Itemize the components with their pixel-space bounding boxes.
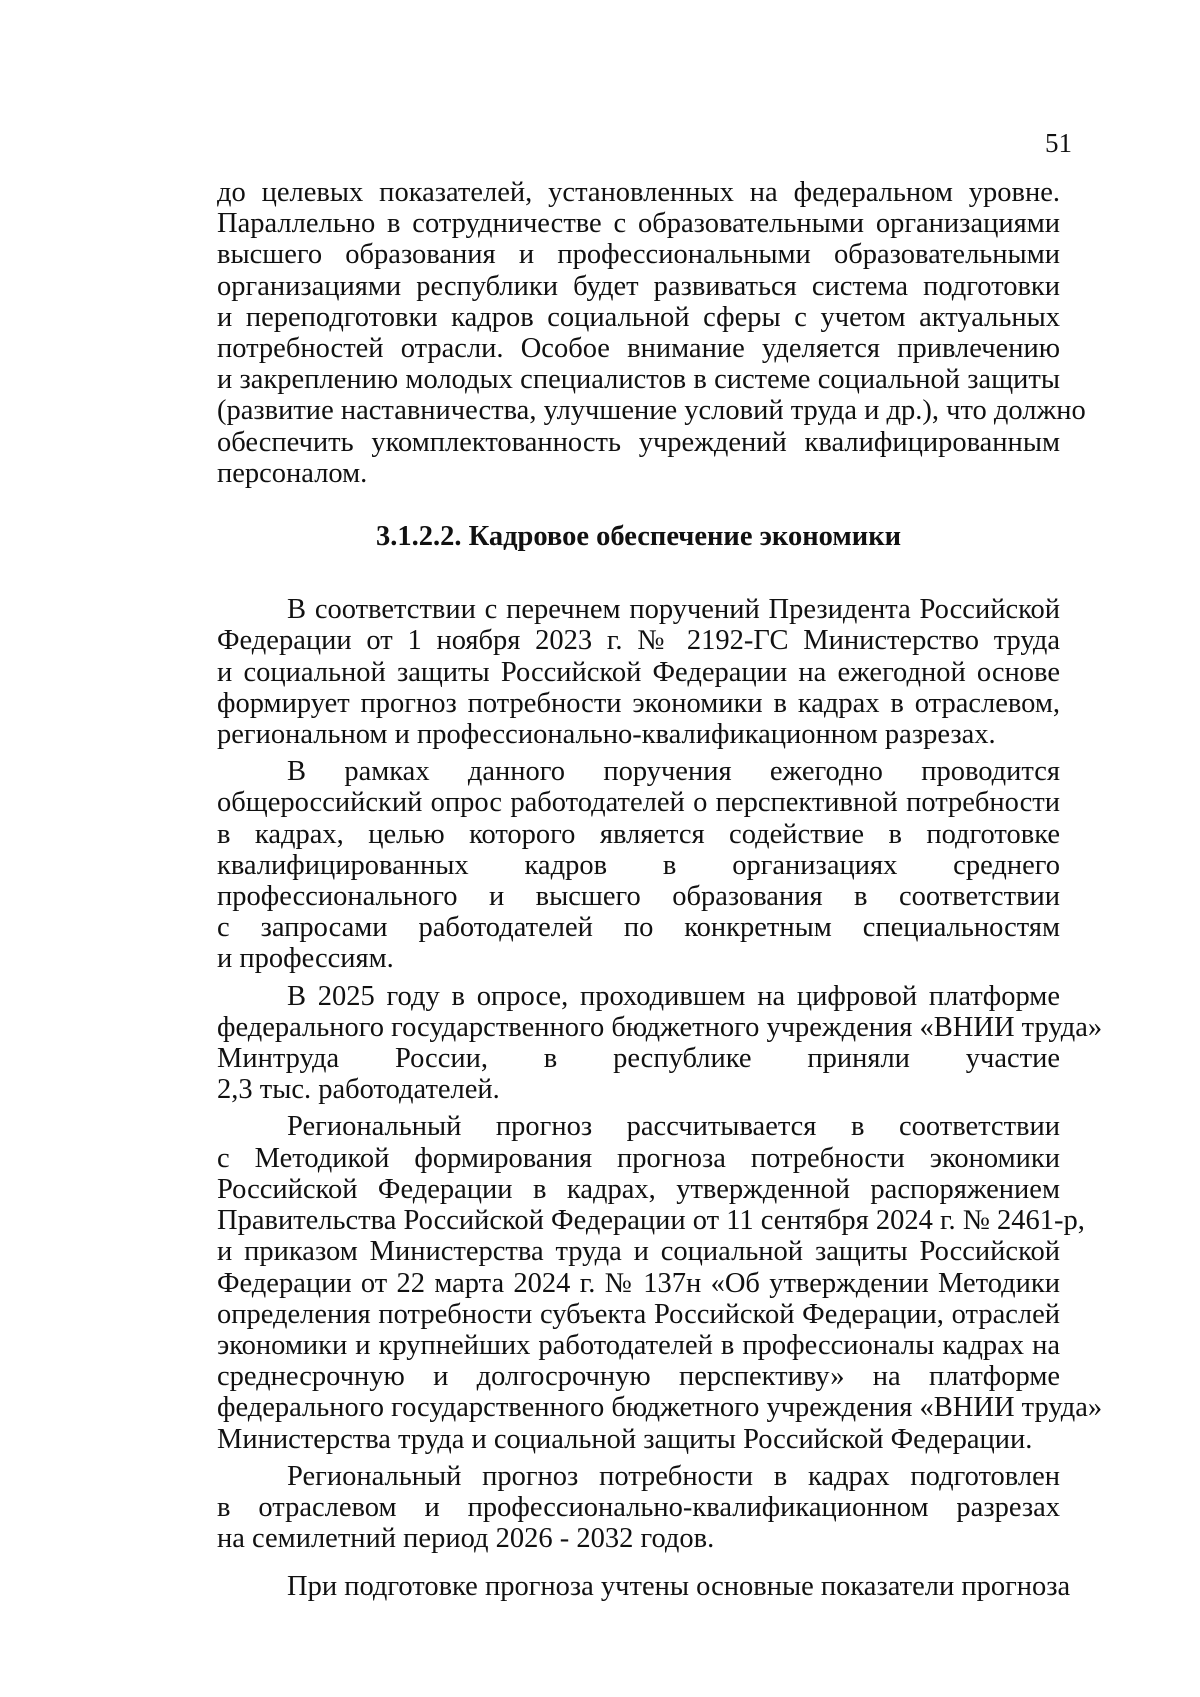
text-line: Федерации от 22 марта 2024 г. № 137н «Об утверждении Методики: [217, 1267, 1060, 1299]
text-line: федерального государственного бюджетного учреждения «ВНИИ труда»: [217, 1011, 1103, 1043]
text-line: в кадрах, целью которого является содействие в подготовке: [217, 818, 1060, 850]
text-line: общероссийский опрос работодателей о перспективной потребности: [217, 787, 1060, 819]
text-line: Региональный прогноз рассчитывается в соответствии: [287, 1111, 1060, 1143]
text-line: 2,3 тыс. работодателей.: [217, 1074, 500, 1106]
text-line: (развитие наставничества, улучшение условий труда и др.), что должно: [217, 395, 1086, 427]
text-line: Федерации от 1 ноября 2023 г. № 2192-ГС Министерство труда: [217, 625, 1060, 657]
text-line: с Методикой формирования прогноза потребности экономики: [217, 1142, 1060, 1174]
text-line: и приказом Министерства труда и социальной защиты Российской: [217, 1236, 1060, 1268]
text-line: высшего образования и профессиональными образовательными: [217, 239, 1060, 271]
paragraph-6: [217, 1571, 1071, 1603]
text-line: экономики и крупнейших работодателей в профессионалы кадрах на: [217, 1329, 1060, 1361]
text-line: При подготовке прогноза учтены основные показатели прогноза: [287, 1571, 1071, 1603]
text-line: на семилетний период 2026 - 2032 годов.: [217, 1523, 715, 1555]
text-line: и переподготовки кадров социальной сферы с учетом актуальных: [217, 301, 1060, 333]
paragraph-1: [217, 594, 1060, 750]
text-line: региональном и профессионально-квалификационном разрезах.: [217, 719, 996, 751]
text-line: Минтруда России, в республике приняли участие: [217, 1043, 1060, 1075]
paragraph-3: [217, 980, 1103, 1106]
page-number: 51: [1045, 128, 1072, 158]
text-line: в отраслевом и профессионально-квалификационном разрезах: [217, 1491, 1060, 1523]
text-line: В соответствии с перечнем поручений Президента Российской: [287, 594, 1060, 626]
text-line: с запросами работодателей по конкретным специальностям: [217, 912, 1060, 944]
paragraph-2: [217, 756, 1060, 974]
text-line: В 2025 году в опросе, проходившем на цифровой платформе: [287, 980, 1060, 1012]
text-line: персоналом.: [217, 457, 368, 489]
text-line: формирует прогноз потребности экономики в кадрах в отраслевом,: [217, 687, 1060, 719]
text-line: профессионального и высшего образования в соответствии: [217, 881, 1060, 913]
text-line: и закреплению молодых специалистов в системе социальной защиты: [217, 364, 1060, 396]
text-line: Российской Федерации в кадрах, утвержденной распоряжением: [217, 1173, 1060, 1205]
text-line: Правительства Российской Федерации от 11 сентября 2024 г. № 2461-р,: [217, 1205, 1085, 1237]
intro-paragraph: [217, 177, 1086, 489]
text-line: Региональный прогноз потребности в кадрах подготовлен: [287, 1460, 1060, 1492]
document-body: [217, 177, 1103, 1603]
paragraph-4: [217, 1111, 1103, 1455]
text-line: Параллельно в сотрудничестве с образовательными организациями: [217, 208, 1060, 240]
paragraph-5: [217, 1461, 1060, 1555]
text-line: до целевых показателей, установленных на федеральном уровне.: [217, 177, 1060, 208]
text-line: среднесрочную и долгосрочную перспективу» на платформе: [217, 1361, 1060, 1393]
text-line: определения потребности субъекта Российской Федерации, отраслей: [217, 1298, 1060, 1330]
text-line: потребностей отрасли. Особое внимание уделяется привлечению: [217, 333, 1060, 365]
text-line: В рамках данного поручения ежегодно проводится: [287, 756, 1060, 788]
text-line: квалифицированных кадров в организациях среднего: [217, 849, 1060, 881]
text-line: федерального государственного бюджетного учреждения «ВНИИ труда»: [217, 1392, 1103, 1424]
text-line: и профессиям.: [217, 943, 394, 975]
text-line: Министерства труда и социальной защиты Российской Федерации.: [217, 1423, 1033, 1455]
text-line: организациями республики будет развиваться система подготовки: [217, 270, 1060, 302]
text-line: и социальной защиты Российской Федерации на ежегодной основе: [217, 656, 1060, 688]
text-line: обеспечить укомплектованность учреждений квалифицированным: [217, 426, 1060, 458]
section-heading: 3.1.2.2. Кадровое обеспечение экономики: [375, 521, 902, 553]
